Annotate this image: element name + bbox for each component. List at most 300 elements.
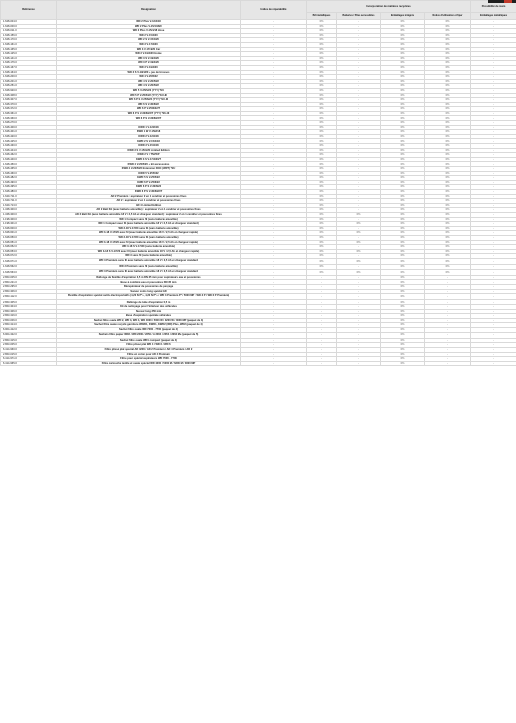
cell-value: - [337, 226, 381, 231]
header-sub-metal-packaging: Emballages métalliques [471, 13, 516, 20]
cell-value: - [471, 88, 516, 93]
cell-reference: 1.628-460.0 [1, 171, 57, 176]
cell-value: 0% [307, 144, 337, 149]
cell-value: 0% [425, 29, 471, 34]
cell-reference: 2.863-221.0 [1, 280, 57, 285]
cell-reference: 1.628-495.0 [1, 185, 57, 190]
cell-value: 0% [307, 98, 337, 103]
cell-designation: Filtre cartouche textile et ouate spécial WD 4200 / 5200 M / 6300 M / 3600 MP [57, 361, 241, 366]
cell-value: - [241, 212, 307, 217]
cell-value: - [337, 285, 381, 290]
cell-value: 0% [381, 24, 425, 29]
cell-value: 0% [381, 185, 425, 190]
cell-value: - [241, 327, 307, 332]
cell-designation: WD 3 Premium sans fil avec batterie amovible 18 V / 2,5 Ah et chargeur standard [57, 258, 241, 264]
cell-value: - [471, 361, 516, 366]
cell-value: - [337, 217, 381, 222]
cell-value: - [241, 208, 307, 213]
cell-reference: 6.904-412.0 [1, 327, 57, 332]
cell-value: - [337, 194, 381, 199]
cell-designation: KWD 2 V-12/4/18 [57, 134, 241, 139]
cell-reference: 1.628-601.0 [1, 231, 57, 236]
cell-value: 0% [381, 258, 425, 264]
cell-reference: 1.628-360.0 [1, 116, 57, 121]
cell-reference: 6.414-960.0 [1, 347, 57, 352]
cell-value: - [471, 235, 516, 240]
cell-value: 0% [307, 162, 337, 167]
cell-value: - [471, 343, 516, 348]
cell-value: 0% [337, 222, 381, 227]
cell-designation: Sachet filtre ouate recyclé garniture WD/D1, KWD1, KWD2 (WD) Plus, WD2 (paquet de 4) [57, 323, 241, 328]
cell-value: 0% [381, 111, 425, 116]
cell-value: 0% [425, 84, 471, 89]
cell-designation: WD 3 V-19/4/20 Home [57, 52, 241, 57]
cell-reference: 1.628-270.0 [1, 121, 57, 126]
cell-value: - [471, 180, 516, 185]
cell-value: 0% [381, 222, 425, 227]
cell-value: - [337, 203, 381, 208]
cell-reference: 1.628-653.0 [1, 249, 57, 254]
cell-value: 0% [425, 153, 471, 158]
cell-value: 0% [381, 116, 425, 121]
cell-value: 0% [381, 134, 425, 139]
cell-value: - [337, 52, 381, 57]
cell-designation: Buse d'aspiration spéciale véhicules [57, 314, 241, 319]
cell-value: 0% [381, 347, 425, 352]
cell-value: - [471, 75, 516, 80]
cell-value: - [241, 107, 307, 112]
cell-value: 0% [337, 231, 381, 236]
cell-value: 0% [307, 70, 337, 75]
cell-value: 0% [381, 327, 425, 332]
cell-value: 0% [307, 199, 337, 204]
cell-value: - [471, 226, 516, 231]
cell-reference: 2.863-304.0 [1, 305, 57, 310]
cell-value: 0% [425, 75, 471, 80]
cell-value: 0% [307, 148, 337, 153]
cell-value: 0% [381, 148, 425, 153]
cell-value: - [425, 323, 471, 328]
cell-value: - [337, 107, 381, 112]
cell-value: 0% [425, 79, 471, 84]
cell-value: - [337, 157, 381, 162]
cell-designation: Récupérateur de poussières de perçage [57, 285, 241, 290]
cell-value: - [337, 47, 381, 52]
cell-value: - [241, 217, 307, 222]
cell-value: 0% [425, 56, 471, 61]
cell-value: - [471, 217, 516, 222]
cell-value: - [425, 309, 471, 314]
cell-value: - [471, 185, 516, 190]
cell-value: 0% [307, 47, 337, 52]
cell-reference: 1.628-440.0 [1, 157, 57, 162]
cell-value: - [241, 280, 307, 285]
cell-value: - [241, 134, 307, 139]
cell-value: 0% [307, 102, 337, 107]
cell-value: 0% [425, 240, 471, 245]
cell-value: 0% [381, 171, 425, 176]
cell-value: - [337, 130, 381, 135]
cell-value: - [337, 343, 381, 348]
cell-value: 0% [425, 235, 471, 240]
cell-value: 0% [425, 212, 471, 217]
cell-value: - [307, 343, 337, 348]
cell-value: - [337, 361, 381, 366]
cell-value: - [337, 309, 381, 314]
cell-value: 0% [381, 33, 425, 38]
header-red-tab [504, 0, 512, 3]
header-possibility-group: Possibilité de réem [471, 1, 516, 13]
cell-value: - [337, 305, 381, 310]
cell-value: - [337, 134, 381, 139]
cell-value: - [337, 88, 381, 93]
cell-value: 0% [425, 180, 471, 185]
cell-value: - [471, 347, 516, 352]
cell-value: 0% [381, 231, 425, 236]
cell-value: 0% [425, 222, 471, 227]
cell-value: 0% [381, 84, 425, 89]
cell-reference: 6.414-965.0 [1, 361, 57, 366]
cell-value: 0% [381, 199, 425, 204]
cell-value: - [307, 318, 337, 323]
cell-reference: 2.863-112.0 [1, 294, 57, 300]
cell-value: - [471, 107, 516, 112]
cell-value: 0% [425, 93, 471, 98]
cell-designation: Flexible d'aspiration spécial outils électroportatifs (4,20 N P*+, 4,20 N P*+ / WD 3 Premium P* / 5000 MP : WD 3 P / WD 6 P Premium) [57, 294, 241, 300]
cell-value: - [425, 289, 471, 294]
cell-value: - [307, 347, 337, 352]
cell-value: - [471, 285, 516, 290]
cell-value: 0% [381, 208, 425, 213]
cell-value: - [471, 208, 516, 213]
cell-value: - [307, 323, 337, 328]
cell-designation: WD 6 P S V-30/6/22/T (YYY) *EU-III [57, 111, 241, 116]
cell-value: - [337, 289, 381, 294]
cell-value: 0% [381, 153, 425, 158]
cell-value: - [471, 332, 516, 338]
cell-reference: 1.628-920.0 [1, 88, 57, 93]
cell-value: - [307, 305, 337, 310]
cell-value: 0% [307, 212, 337, 217]
cell-reference: 1.629-713.0 [1, 203, 57, 208]
cell-designation: AD 2 Premium : aspirateur 2 en 1 cendrier et poussières fines [57, 194, 241, 199]
cell-value: - [241, 88, 307, 93]
cell-value: 0% [381, 42, 425, 47]
cell-value: - [241, 102, 307, 107]
cell-value: - [471, 139, 516, 144]
cell-value: - [471, 280, 516, 285]
header-sub-batteries: Batteries / Piles accessibles [337, 13, 381, 20]
cell-value: - [471, 338, 516, 343]
cell-value: 0% [381, 357, 425, 362]
cell-value: - [241, 56, 307, 61]
cell-value: - [241, 240, 307, 245]
cell-value: 0% [381, 20, 425, 25]
cell-value: 0% [307, 75, 337, 80]
cell-value: - [425, 347, 471, 352]
cell-value: - [337, 65, 381, 70]
cell-value: - [337, 38, 381, 43]
cell-value: - [241, 125, 307, 130]
cell-reference: 1.628-490.0 [1, 180, 57, 185]
cell-value: 0% [307, 258, 337, 264]
cell-value: - [471, 269, 516, 275]
cell-reference: 1.628-125.0 [1, 52, 57, 57]
cell-value: 0% [307, 180, 337, 185]
cell-value: 0% [307, 226, 337, 231]
cell-value: - [471, 157, 516, 162]
cell-value: - [425, 280, 471, 285]
cell-reference: 1.628-361.0 [1, 111, 57, 116]
cell-value: - [241, 42, 307, 47]
cell-designation: WD 5 P V-25/5/22 (YYY) *EU-III [57, 93, 241, 98]
cell-value: 0% [425, 134, 471, 139]
cell-value: 0% [381, 249, 425, 254]
table-row [1, 361, 516, 366]
cell-value: 0% [307, 167, 337, 172]
cell-value: 0% [307, 61, 337, 66]
cell-value: - [337, 338, 381, 343]
cell-value: - [425, 338, 471, 343]
cell-value: - [307, 294, 337, 300]
cell-reference: 1.628-400.0 [1, 125, 57, 130]
cell-designation: AD 2 Batt Kit (avec batterie amovible 18 V / 2,5 Ah et chargeur standard) : aspirateur 2 en 1 cendrier et poussières fines [57, 212, 241, 217]
cell-value: - [471, 199, 516, 204]
cell-value: - [471, 305, 516, 310]
cell-value: 0% [425, 42, 471, 47]
cell-value: 0% [307, 194, 337, 199]
cell-value: 0% [381, 38, 425, 43]
cell-value: - [241, 289, 307, 294]
cell-value: 0% [307, 235, 337, 240]
cell-value: - [471, 323, 516, 328]
cell-value: 0% [381, 29, 425, 34]
cell-value: - [241, 194, 307, 199]
cell-value: - [241, 361, 307, 366]
cell-value: - [337, 332, 381, 338]
cell-value: 0% [337, 258, 381, 264]
cell-reference: 2.863-306.0 [1, 289, 57, 294]
cell-value: - [241, 305, 307, 310]
cell-designation: KWD 3 S V-17/4/20/T [57, 157, 241, 162]
cell-value: - [337, 125, 381, 130]
cell-value: 0% [425, 139, 471, 144]
cell-value: - [425, 332, 471, 338]
cell-value: - [337, 33, 381, 38]
cell-designation: WD 2 Plus V-15/4/18 Hose [57, 29, 241, 34]
cell-value: 0% [425, 258, 471, 264]
cell-value: 0% [381, 254, 425, 259]
cell-value: 0% [381, 61, 425, 66]
cell-value: - [471, 38, 516, 43]
cell-value: - [471, 162, 516, 167]
cell-value: - [425, 318, 471, 323]
cell-value: 0% [425, 98, 471, 103]
cell-value: - [471, 176, 516, 181]
cell-value: - [337, 153, 381, 158]
cell-designation: Sachet filtre ouate WD 7200 - 7700 (paquet de 4) [57, 327, 241, 332]
cell-value: - [471, 249, 516, 254]
cell-reference: 1.628-562.0 [1, 265, 57, 270]
cell-reference: 1.628-465.0 [1, 167, 57, 172]
cell-designation: WD 5 V-25/5/22 (YYY) *EU [57, 88, 241, 93]
cell-value: - [425, 343, 471, 348]
cell-value: - [337, 280, 381, 285]
cell-value: 0% [381, 144, 425, 149]
cell-value: - [471, 65, 516, 70]
cell-value: - [241, 29, 307, 34]
cell-value: - [241, 84, 307, 89]
cell-value: - [241, 254, 307, 259]
cell-value: 0% [425, 111, 471, 116]
cell-value: - [241, 338, 307, 343]
header-sub-metal: Bilt métalliques [307, 13, 337, 20]
cell-value: 0% [381, 98, 425, 103]
cell-value: - [337, 121, 381, 126]
cell-designation: Filtre pour spécial aspirateurs WD 7000 - 7700 [57, 357, 241, 362]
cell-value: - [471, 352, 516, 357]
cell-value: - [471, 93, 516, 98]
cell-value: 0% [425, 33, 471, 38]
cell-value: 0% [425, 189, 471, 194]
cell-value: - [337, 144, 381, 149]
cell-value: - [337, 176, 381, 181]
cell-value: 0% [307, 231, 337, 236]
cell-value: 0% [307, 176, 337, 181]
cell-designation: WD 1 Compact sans fil (sans batterie amovible) [57, 217, 241, 222]
cell-value: - [471, 121, 516, 126]
cell-value: - [307, 338, 337, 343]
cell-reference: 2.863-305.0 [1, 300, 57, 305]
cell-value: 0% [425, 61, 471, 66]
cell-value: - [307, 327, 337, 332]
cell-value: 0% [381, 107, 425, 112]
cell-value: 0% [381, 226, 425, 231]
cell-value: - [241, 235, 307, 240]
cell-value: - [241, 357, 307, 362]
cell-reference: 1.628-200.0 [1, 75, 57, 80]
cell-designation: WD 3 sans fil (sans batterie amovible) [57, 254, 241, 259]
cell-value: - [471, 300, 516, 305]
cell-value: 0% [307, 125, 337, 130]
cell-value: 0% [381, 102, 425, 107]
cell-reference: 1.628-000.0 [1, 24, 57, 29]
cell-value: - [241, 24, 307, 29]
cell-value: - [471, 189, 516, 194]
cell-value: - [241, 347, 307, 352]
cell-value: 0% [425, 245, 471, 250]
cell-value: - [425, 305, 471, 310]
cell-value: - [241, 148, 307, 153]
cell-value: 0% [307, 208, 337, 213]
cell-value: 0% [307, 249, 337, 254]
cell-value: - [471, 130, 516, 135]
cell-designation: WD 6 P V-25/6/22/T [57, 107, 241, 112]
cell-value: - [337, 275, 381, 280]
cell-designation: AD 2 : aspirateur 2 en 1 cendrier et poussières fines [57, 199, 241, 204]
cell-value: - [471, 167, 516, 172]
cell-value: 0% [307, 84, 337, 89]
cell-value: 0% [307, 254, 337, 259]
cell-value: - [241, 93, 307, 98]
header-repairability: Indice de réparabilité [241, 1, 307, 20]
cell-value: 0% [381, 212, 425, 217]
cell-value: - [337, 98, 381, 103]
cell-value: - [241, 300, 307, 305]
cell-value: - [241, 38, 307, 43]
cell-value: 0% [381, 265, 425, 270]
cell-reference: 1.628-164.0 [1, 70, 57, 75]
cell-reference: 1.628-420.0 [1, 134, 57, 139]
cell-value: - [241, 265, 307, 270]
cell-value: 0% [425, 269, 471, 275]
cell-reference: 1.628-671.0 [1, 258, 57, 264]
cell-value: - [337, 208, 381, 213]
cell-value: - [241, 111, 307, 116]
cell-designation: WD 6 P S V-30/6/22/T [57, 116, 241, 121]
cell-value: 0% [381, 70, 425, 75]
cell-value: - [241, 61, 307, 66]
cell-value: 0% [307, 203, 337, 208]
header-reference: Référence [1, 1, 57, 20]
table-body [1, 20, 516, 366]
cell-value: 0% [307, 185, 337, 190]
cell-value: 0% [381, 318, 425, 323]
cell-value: 0% [381, 52, 425, 57]
cell-value: 0% [307, 24, 337, 29]
cell-reference: 1.628-430.0 [1, 144, 57, 149]
cell-value: 0% [307, 116, 337, 121]
cell-value: 0% [381, 121, 425, 126]
cell-value: - [241, 294, 307, 300]
cell-value: 0% [381, 203, 425, 208]
cell-value: - [307, 314, 337, 319]
cell-value: 0% [425, 199, 471, 204]
cell-value: 0% [307, 130, 337, 135]
cell-value: - [241, 20, 307, 25]
cell-value: 0% [307, 56, 337, 61]
cell-value: - [337, 79, 381, 84]
cell-value: - [337, 189, 381, 194]
cell-value: 0% [307, 38, 337, 43]
cell-reference: 1.628-170.0 [1, 38, 57, 43]
cell-value: 0% [425, 125, 471, 130]
cell-value: 0% [337, 269, 381, 275]
cell-value: 0% [381, 139, 425, 144]
cell-value: - [241, 231, 307, 236]
cell-value: - [337, 352, 381, 357]
cell-designation: KWD 2 V / T5/25/P [57, 153, 241, 158]
cell-value: - [241, 203, 307, 208]
cell-value: - [241, 258, 307, 264]
cell-designation: Sachets filtre papier WD2 / WD 2200 / 2250 / A 2004 / 2054 / 2064 Me (paquet de 5) [57, 332, 241, 338]
cell-value: 0% [425, 38, 471, 43]
cell-value: - [241, 185, 307, 190]
cell-value: - [471, 245, 516, 250]
cell-value: - [307, 300, 337, 305]
cell-designation: WD 6 P S V-25/6/22 (YYY) *EU-III [57, 98, 241, 103]
cell-designation: AD 2 Batt Kit (avec batterie amovible) : aspirateur 2 en 1 cendrier et poussières fines [57, 208, 241, 213]
cell-value: - [241, 245, 307, 250]
cell-value: 0% [307, 42, 337, 47]
cell-value: - [471, 33, 516, 38]
cell-value: - [471, 61, 516, 66]
cell-value: - [337, 29, 381, 34]
cell-value: 0% [381, 323, 425, 328]
cell-value: 0% [381, 180, 425, 185]
cell-designation: WD 3-18 S V-17/20 (sans batterie amovible) [57, 245, 241, 250]
cell-value: - [425, 352, 471, 357]
